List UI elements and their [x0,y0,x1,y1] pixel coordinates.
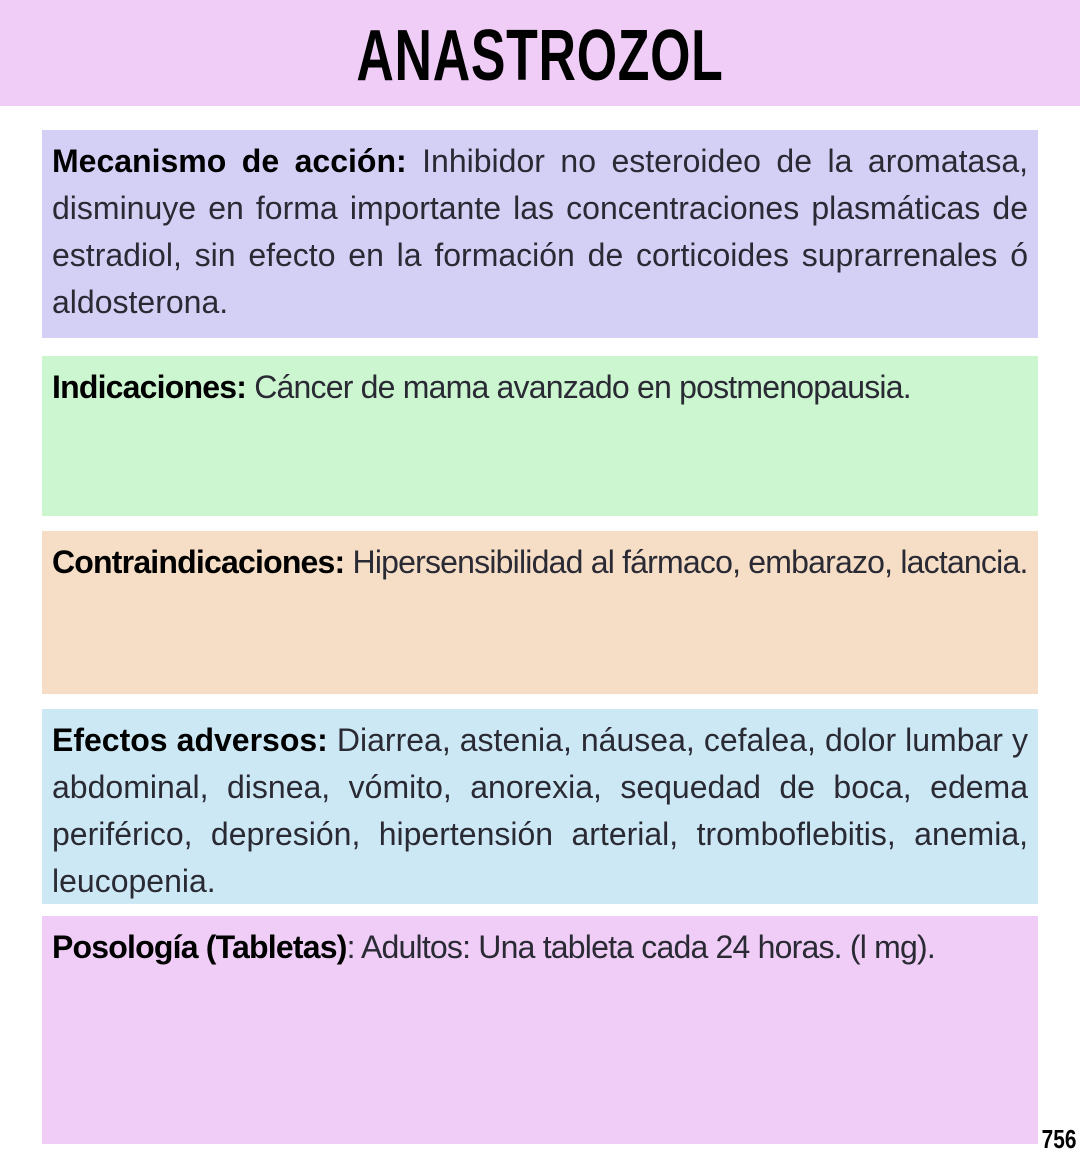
section-label: Posología (Tabletas) [52,929,347,965]
section-text: Inhibidor no esteroideo de la aromatasa, disminuye en forma importante las concentraciones plasmáticas de estradiol, sin efecto en la formación de corticoides suprarrenales ó aldosterona. [52,143,1029,320]
section-indications [42,356,1038,516]
section-text: Cáncer de mama avanzado en postmenopausia. [246,369,911,405]
section-label: Contraindicaciones: [52,544,345,580]
section-label: Mecanismo de acción: [52,143,407,179]
section-label: Indicaciones: [52,369,247,405]
section-text: Diarrea, astenia, náusea, cefalea, dolor lumbar y abdominal, disnea, vómito, anorexia, sequedad de boca, edema periférico, depresión, hipertensión arterial, tromboflebitis, anemia, leucopenia. [52,722,1029,899]
section-text: Hipersensibilidad al fármaco, embarazo, lactancia. [344,544,1028,580]
page-number: 756 [1041,1124,1076,1154]
section-label: Efectos adversos: [52,722,328,758]
section-mechanism [42,130,1038,338]
section-text: : Adultos: Una tableta cada 24 horas. (l mg). [346,929,935,965]
section-contraindications [42,531,1038,694]
title-banner [0,0,1080,106]
section-adverse-effects [42,709,1038,904]
section-dosage [42,916,1038,1144]
page-title: ANASTROZOL [356,16,724,96]
